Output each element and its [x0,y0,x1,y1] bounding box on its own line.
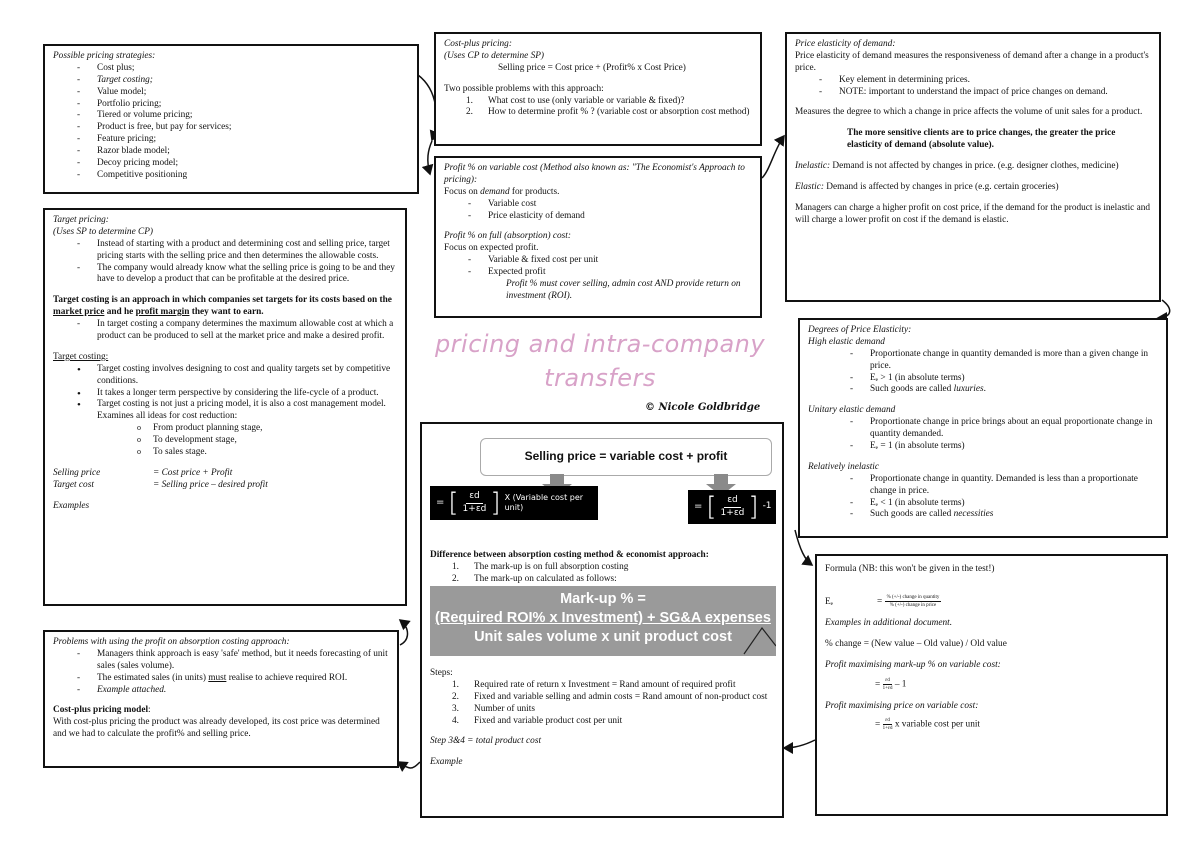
target-costing-bullet: • Target costing is not just a pricing model, it is also a cost management model. Examines all ideas for cost reduction: [53,399,397,423]
strategy-item: - Tiered or volume pricing; [53,110,409,122]
elasticity-inelastic: Inelastic: Demand is not affected by changes in price. (e.g. designer clothes, medicine) [795,161,1119,172]
target-item: - In target costing a company determines the maximum allowable cost at which a product can be produced to sell at the market price and make a desired profit. [53,319,397,343]
elasticity-formula-left: = [ $\frac{\varepsilon d}{1+\varepsilon d}$ ] X (Variable cost per unit) [430,486,598,520]
target-examples: Examples [53,500,90,511]
step-item: 1. Required rate of return x Investment = Rand amount of required profit [452,679,736,690]
elasticity-list [795,75,1151,99]
cost-plus-heading: Cost-plus pricing: [444,39,512,49]
arrow-formula-to-center [784,740,815,748]
cost-plus-problems-list [444,96,752,120]
degrees-inelastic-heading: Relatively inelastic [808,461,879,472]
profit-variable-focus: Focus on demand for products. [444,186,560,197]
profit-full-heading: Profit % on full (absorption) cost: [444,231,571,242]
degrees-heading: Degrees of Price Elasticity: [808,325,912,335]
degrees-unitary-heading: Unitary elastic demand [808,405,896,416]
cost-plus-box [434,32,762,146]
target-formula-1: Selling price = Cost price + Profit [53,467,233,478]
degrees-inelastic-list [808,474,1158,522]
cost-plus-model-heading: Cost-plus pricing model: [53,705,151,716]
target-list-2 [53,319,397,343]
markup-line2: (Required ROI% x Investment) + SG&A expenses [435,609,771,626]
formula-heading: Formula (NB: this won't be given in the test!) [825,564,995,574]
difference-item: 2. The mark-up on calculated as follows: [452,573,617,584]
markup-formula-banner [430,586,776,656]
strategy-item: - Product is free, but pay for services; [53,122,409,134]
degrees-box [798,318,1168,538]
elasticity-bold-note: The more sensitive clients are to price changes, the greater the price elasticity of demand (absolute value). [847,128,1116,151]
degrees-unitary-item: - Proportionate change in price brings about an equal proportionate change in quantity demanded. [826,417,1158,441]
cost-plus-sub: (Uses CP to determine SP) [444,50,545,61]
target-costing-bold: Target costing is an approach in which companies set targets for its costs based on the market price and he profit margin they want to earn. [53,295,392,318]
degrees-high-item: - Eₑ > 1 (in absolute terms) [826,373,1158,385]
selling-price-formula-box: Selling price = variable cost + profit [480,438,772,476]
profit-full-item: - Variable & fixed cost per unit [444,255,752,267]
cost-plus-formula: Selling price = Cost price + (Profit% x Cost Price) [498,62,686,73]
degrees-unitary-item: - Eₑ = 1 (in absolute terms) [826,441,1158,453]
cost-plus-problem: 2. How to determine profit % ? (variable cost or absorption cost method) [466,107,750,118]
profit-max-price-heading: Profit maximising price on variable cost: [825,700,979,711]
elasticity-managers: Managers can charge a higher profit on cost price, if the demand for the product is inelastic and will charge a lower profit on cost if the demand is elastic. [795,202,1151,225]
arrow-center-to-problems [398,762,420,768]
profit-variable-list [444,199,752,223]
strategy-item: - Decoy pricing model; [53,158,409,170]
elasticity-item: - Key element in determining prices. [795,75,1151,87]
elasticity-item: - NOTE: important to understand the impact of price changes on demand. [795,87,1151,99]
elasticity-measures: Measures the degree to which a change in price affects the volume of unit sales for a product. [795,107,1143,118]
elasticity-formula-right: = [ $\frac{\varepsilon d}{1+\varepsilon d}$ ] -1 [688,490,776,524]
target-costing-stage: o To development stage, [53,435,397,447]
page-title-line2: transfers [544,364,656,392]
profit-max-markup-heading: Profit maximising mark-up % on variable cost: [825,659,1001,670]
degrees-unitary-list [808,417,1158,453]
profit-full-focus: Focus on expected profit. [444,243,539,254]
formula-examples: Examples in additional document. [825,617,953,628]
degrees-high-item: - Such goods are called luxuries. [826,384,1158,396]
profit-full-item: - Expected profit [444,267,752,279]
strategy-item: - Target costing; [53,75,409,87]
profit-variable-item: - Variable cost [444,199,752,211]
markup-line1: Mark-up % = [560,591,646,607]
profit-variable-item: - Price elasticity of demand [444,211,752,223]
formula-box [815,554,1168,816]
profit-max-markup-formula: = $\frac{\varepsilon d}{1+\varepsilon d}$ – 1 [875,677,907,691]
center-example: Example [430,757,463,768]
elasticity-heading: Price elasticity of demand: [795,39,896,49]
target-list [53,239,397,287]
problems-item: - Managers think approach is easy 'safe' method, but it needs forecasting of unit sales (sales volume). [53,649,389,673]
problems-heading: Problems with using the profit on absorption costing approach: [53,637,290,647]
target-pricing-box [43,208,407,606]
problems-item: - The estimated sales (in units) must realise to achieve required ROI. [53,673,389,685]
problems-list [53,649,389,697]
target-costing-stages [53,423,397,459]
arrow-elasticity-to-degrees [1158,300,1170,318]
elasticity-box [785,32,1161,302]
target-item: - The company would already know what the selling price is going to be and they have to develop a product that can be profitable at the desired price. [53,263,397,287]
target-costing-stage: o To sales stage. [53,447,397,459]
center-box [420,422,784,818]
strategy-item: - Razor blade model; [53,146,409,158]
problems-item: - Example attached. [53,685,389,697]
cost-plus-problems-intro: Two possible problems with this approach: [444,83,604,94]
profit-variable-heading: Profit % on variable cost (Method also known as: "The Economist's Approach to pricing): [444,163,745,185]
steps-list [430,680,776,728]
markup-corner-mark [742,624,776,656]
target-costing-bullet: • Target costing involves designing to cost and quality targets set by competitive conditions. [53,364,397,388]
strategy-item: - Cost plus; [53,63,409,75]
target-costing-heading: Target costing: [53,351,109,362]
target-formula-2: Target cost = Selling price – desired profit [53,479,268,490]
author-credit: © Nicole Goldbridge [645,402,761,413]
formula-change: % change = (New value – Old value) / Old value [825,638,1007,649]
markup-line3: Unit sales volume x unit product cost [474,628,732,645]
target-sub: (Uses SP to determine CP) [53,226,154,237]
degrees-inelastic-item: - Such goods are called necessities [826,509,1158,521]
page-title [430,330,770,392]
degrees-inelastic-item: - Proportionate change in quantity. Demanded is less than a proportionate change in price. [826,474,1158,498]
degrees-high-heading: High elastic demand [808,336,885,347]
profit-variable-box [434,156,762,318]
profit-full-note: Profit % must cover selling, admin cost AND provide return on investment (ROI). [506,279,741,301]
arrow-costplus-to-variable [428,141,432,174]
problems-box [43,630,399,768]
strategies-box [43,44,419,194]
target-heading: Target pricing: [53,215,109,225]
cost-plus-problem: 1. What cost to use (only variable or variable & fixed)? [466,95,685,106]
profit-max-price-formula: = $\frac{\varepsilon d}{1+\varepsilon d}$ x variable cost per unit [875,718,981,732]
degrees-inelastic-item: - Eₑ < 1 (in absolute terms) [826,498,1158,510]
strategy-item: - Portfolio pricing; [53,99,409,111]
arrow-variable-to-elasticity [762,136,784,178]
degrees-high-list [808,349,1158,397]
difference-item: 1. The mark-up is on full absorption costing [452,561,629,572]
degrees-high-item: - Proportionate change in quantity demanded is more than a given change in price. [826,349,1158,373]
step-item: 2. Fixed and variable selling and admin costs = Rand amount of non-product cost [452,691,768,702]
difference-list [430,562,776,586]
target-costing-bullets [53,364,397,423]
page-title-line1: pricing and intra-company [434,330,766,358]
profit-full-list [444,255,752,279]
strategy-item: - Feature pricing; [53,134,409,146]
strategies-heading: Possible pricing strategies: [53,51,156,61]
target-costing-bullet: • It takes a longer term perspective by considering the life-cycle of a product. [53,388,397,400]
formula-ed: Eₑ = % (+/-) change in quantity % (+/-) change in price [825,594,940,608]
target-item: - Instead of starting with a product and determining cost and selling price, target pricing starts with the selling price and then determines the allowable costs. [53,239,397,263]
step-item: 3. Number of units [452,703,535,714]
cost-plus-model-text: With cost-plus pricing the product was already developed, its cost price was determined and we had to calculate the profit% and selling price. [53,717,380,740]
step-item: 4. Fixed and variable product cost per unit [452,715,623,726]
steps-heading: Steps: [430,668,453,678]
elasticity-definition: Price elasticity of demand measures the responsiveness of demand after a change in a product's price. [795,50,1149,73]
target-costing-stage: o From product planning stage, [53,423,397,435]
strategy-item: - Value model; [53,87,409,99]
steps-note: Step 3&4 = total product cost [430,736,542,747]
strategy-item: - Competitive positioning [53,170,409,182]
difference-heading: Difference between absorption costing method & economist approach: [430,550,709,560]
elasticity-elastic: Elastic: Demand is affected by changes in price (e.g. certain groceries) [795,182,1059,193]
strategies-list [53,63,409,182]
arrow-problems-to-target [400,620,408,645]
